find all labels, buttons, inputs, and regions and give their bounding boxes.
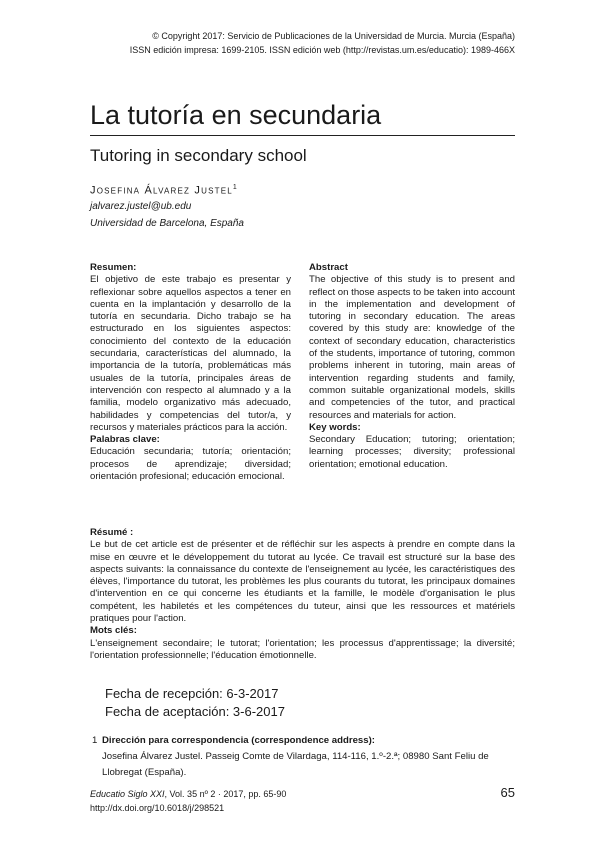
resumen-text: El objetivo de este trabajo es presentar y reflexionar sobre aquellos aspectos a tener en cuenta en la implantación y desarrollo de la tutoría en secundaria. Dicho trabajo se ha estructurado en los siguientes aspectos: conocimiento del contexto de la educación secundaria, características del alumnado, la importancia de la tutoría, problemáticas más usuales de la tutoría, principales áreas de intervención con respecto al alumnado y a la familia, modelo organizativo más adecuado, habilidades y competencias del tutor/a, y recursos y materiales prácticos para la acción. [90,274,291,433]
footnote-address: Josefina Álvarez Justel. Passeig Comte de Vilardaga, 114-116, 1.º-2.ª; 08980 Sant Feliu de Llobregat (España). [102,751,489,778]
footnote-heading: Dirección para correspondencia (correspondence address): [102,735,375,746]
footer-journal-name: Educatio Siglo XXI [90,789,165,799]
title-rule [90,135,515,136]
resumen-column [90,262,291,483]
page-number: 65 [500,785,515,800]
article-title: La tutoría en secundaria [90,100,382,130]
author-name-text: Josefina Álvarez Justel [90,184,233,197]
keywords-text: Secondary Education; tutoring; orientation; learning processes; diversity; professional orientation; emotional education. [309,434,515,470]
author-name [90,184,237,197]
resume-section [90,527,515,662]
author-institution: Universidad de Barcelona, España [90,218,244,229]
palabras-clave-heading: Palabras clave: [90,434,160,446]
author-footnote-marker: 1 [232,184,237,191]
abstract-column [309,262,515,471]
footnote [90,733,515,781]
palabras-clave-text: Educación secundaria; tutoría; orientación; procesos de aprendizaje; diversidad; orientación profesional; educación emocional. [90,446,291,483]
footer-doi[interactable]: http://dx.doi.org/10.6018/j/298521 [90,803,225,813]
article-subtitle: Tutoring in secondary school [90,146,307,165]
author-email: jalvarez.justel@ub.edu [90,201,192,212]
footer-citation [90,787,286,815]
abstract-text: The objective of this study is to present and reflect on those aspects to be taken into account in the implementation and development of tutoring in secondary education. The areas covered by this study are: knowledge of the context of secondary education, characteristics of the students, importance of tutoring, common problems inherent in tutoring, main areas of intervention regarding students and family, common suitable organizational models, skills and competencies of the tutor, and practical resources and materials for action. [309,274,515,421]
abstract-heading: Abstract [309,262,348,273]
resumen-heading: Resumen: [90,262,137,273]
keywords-heading: Key words: [309,421,361,433]
footnote-number: 1 [92,735,98,746]
issn-line: ISSN edición impresa: 1699-2105. ISSN edición web (http://revistas.um.es/educatio): 1989-466X [129,45,515,55]
resume-heading: Résumé : [90,527,134,538]
footer-volume: , Vol. 35 nº 2 · 2017, pp. 65-90 [164,789,287,799]
date-received: Fecha de recepción: 6-3-2017 [105,686,279,701]
resume-text: Le but de cet article est de présenter et de réfléchir sur les aspects à prendre en compte dans la mise en œuvre et le développement du tutorat au lycée. Ce travail est structuré sur la base des aspects suivants: la connaissance du contexte de l'enseignement au lycée, les caractéristiques des élèves, l'importance du tutorat, les problèmes les plus courants du tutorat, les principaux domaines d'intervention en ce qui concerne les étudiants et la famille, le modèle d'organisation le plus compétent, les habiletés et les compétences du tuteur, ainsi que les ressources et matériels pratiques pour l'action. [90,539,515,625]
mots-cles-heading: Mots clés: [90,625,137,637]
copyright-line: © Copyright 2017: Servicio de Publicaciones de la Universidad de Murcia. Murcia (España) [152,31,515,41]
mots-cles-text: L'enseignement secondaire; le tutorat; l'orientation; les processus d'apprentissage; la diversité; l'orientation professionnelle; l'éducation émotionnelle. [90,637,515,661]
date-accepted: Fecha de aceptación: 3-6-2017 [105,704,285,719]
